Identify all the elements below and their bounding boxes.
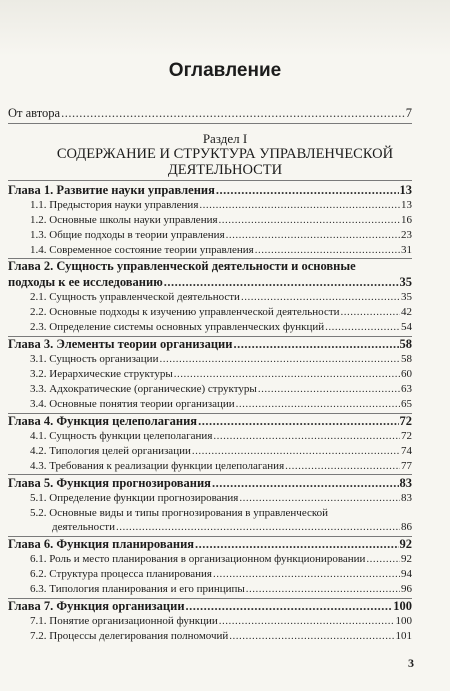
page-title: Оглавление [168, 60, 282, 81]
section-page: 42 [401, 306, 412, 318]
leader-dots [233, 337, 398, 352]
section-page: 96 [401, 583, 412, 595]
section-page: 63 [401, 383, 412, 395]
toc-section[interactable] [30, 321, 412, 333]
section-title: 6.1. Роль и место планирования в организационном функционировании [30, 553, 366, 565]
leader-dots [186, 599, 393, 614]
chapter-title: Глава 1. Развитие науки управления [8, 183, 215, 197]
toc-section[interactable] [30, 492, 412, 504]
toc-entry-author-note[interactable] [8, 106, 412, 121]
leader-dots [226, 229, 400, 241]
leader-dots [285, 460, 400, 472]
part-heading-line1: СОДЕРЖАНИЕ И СТРУКТУРА УПРАВЛЕНЧЕСКОЙ [56, 146, 394, 162]
section-page: 13 [401, 199, 412, 211]
leader-dots [116, 521, 400, 533]
toc-section[interactable] [30, 553, 412, 565]
chapter-title: Глава 5. Функция прогнозирования [8, 476, 211, 490]
section-page: 100 [395, 615, 412, 627]
chapter-page: 83 [399, 476, 412, 490]
section-title: 2.3. Определение системы основных управленческих функций [30, 321, 325, 333]
section-page: 74 [401, 445, 412, 457]
leader-dots [241, 291, 400, 303]
toc-section[interactable] [30, 615, 412, 627]
section-page: 58 [401, 353, 412, 365]
section-title: 3.1. Сущность организации [30, 353, 159, 365]
chapter-title: подходы к ее исследованию [8, 275, 163, 289]
toc-section[interactable] [30, 398, 412, 410]
leader-dots [246, 583, 400, 595]
leader-dots [219, 615, 395, 627]
section-title: 4.3. Требования к реализации функции целеполагания [30, 460, 285, 472]
section-page: 77 [401, 460, 412, 472]
part-heading-line2: ДЕЯТЕЛЬНОСТИ [167, 162, 283, 178]
toc-chapter-7[interactable] [8, 599, 412, 614]
toc-chapter-2[interactable] [8, 275, 412, 290]
section-title: 4.2. Типология целей организации [30, 445, 191, 457]
leader-dots [213, 430, 400, 442]
section-title: 1.1. Предыстория науки управления [30, 199, 199, 211]
leader-dots [236, 398, 400, 410]
leader-dots [212, 476, 399, 491]
divider [8, 123, 412, 124]
leader-dots [219, 214, 400, 226]
section-title: 2.2. Основные подходы к изучению управленческой деятельности [30, 306, 340, 318]
toc-section[interactable] [30, 383, 412, 395]
section-title: 4.1. Сущность функции целеполагания [30, 430, 213, 442]
toc-section[interactable] [30, 199, 412, 211]
leader-dots [195, 537, 398, 552]
toc-section[interactable] [30, 214, 412, 226]
section-page: 35 [401, 291, 412, 303]
section-title: 3.2. Иерархические структуры [30, 368, 173, 380]
toc-chapter-1[interactable] [8, 183, 412, 198]
toc-section[interactable] [30, 630, 412, 642]
entry-title: От автора [8, 106, 61, 120]
chapter-title: Глава 6. Функция планирования [8, 537, 195, 551]
toc-section[interactable] [30, 430, 412, 442]
leader-dots [213, 568, 400, 580]
section-title: 1.2. Основные школы науки управления [30, 214, 218, 226]
part-number: Раздел I [202, 131, 248, 146]
section-page: 60 [401, 368, 412, 380]
toc-section[interactable] [30, 460, 412, 472]
section-page: 16 [401, 214, 412, 226]
section-page: 23 [401, 229, 412, 241]
section-page: 86 [401, 521, 412, 533]
previous-page-bleed [0, 0, 450, 56]
toc-chapter-2-line1[interactable]: Глава 2. Сущность управленческой деятельности и основные [8, 259, 356, 273]
section-page: 72 [401, 430, 412, 442]
toc-section[interactable] [30, 306, 412, 318]
leader-dots [164, 275, 399, 290]
toc-section[interactable] [30, 568, 412, 580]
leader-dots [192, 445, 400, 457]
chapter-page: 100 [393, 599, 412, 613]
section-title: 7.1. Понятие организационной функции [30, 615, 218, 627]
section-page: 101 [395, 630, 412, 642]
divider [8, 474, 412, 475]
leader-dots [255, 244, 400, 256]
leader-dots [199, 199, 400, 211]
toc-chapter-5[interactable] [8, 476, 412, 491]
leader-dots [174, 368, 400, 380]
section-title: 1.4. Современное состояние теории управления [30, 244, 254, 256]
leader-dots [341, 306, 400, 318]
leader-dots [366, 553, 400, 565]
section-title: 6.2. Структура процесса планирования [30, 568, 212, 580]
chapter-page: 35 [399, 275, 412, 289]
section-title: 1.3. Общие подходы в теории управления [30, 229, 225, 241]
section-title: 2.1. Сущность управленческой деятельности [30, 291, 240, 303]
chapter-page: 58 [399, 337, 412, 351]
toc-chapter-6[interactable] [8, 537, 412, 552]
section-page: 92 [401, 553, 412, 565]
toc-section[interactable] [52, 521, 412, 533]
leader-dots [216, 183, 399, 198]
section-page: 54 [401, 321, 412, 333]
section-title: 7.2. Процессы делегирования полномочий [30, 630, 229, 642]
section-title: 5.1. Определение функции прогнозирования [30, 492, 239, 504]
section-page: 94 [401, 568, 412, 580]
section-title: деятельности [52, 521, 115, 533]
toc-section[interactable] [30, 583, 412, 595]
leader-dots [61, 106, 405, 121]
leader-dots [258, 383, 400, 395]
section-title: 3.4. Основные понятия теории организации [30, 398, 235, 410]
chapter-page: 13 [399, 183, 412, 197]
divider [8, 180, 412, 181]
leader-dots [239, 492, 400, 504]
section-title: 6.3. Типология планирования и его принципы [30, 583, 245, 595]
toc-section[interactable] [30, 291, 412, 303]
toc-section[interactable] [30, 368, 412, 380]
section-title: 3.3. Адхократические (органические) структуры [30, 383, 257, 395]
chapter-page: 72 [399, 414, 412, 428]
section-page: 83 [401, 492, 412, 504]
chapter-title: Глава 4. Функция целеполагания [8, 414, 198, 428]
chapter-title: Глава 7. Функция организации [8, 599, 185, 613]
toc-section-line1[interactable]: 5.2. Основные виды и типы прогнозирования в управленческой [30, 507, 329, 519]
leader-dots [325, 321, 400, 333]
toc-section[interactable] [30, 445, 412, 457]
chapter-page: 92 [399, 537, 412, 551]
leader-dots [229, 630, 394, 642]
toc-chapter-3[interactable] [8, 337, 412, 352]
section-page: 65 [401, 398, 412, 410]
toc-section[interactable] [30, 353, 412, 365]
toc-section[interactable] [30, 229, 412, 241]
section-page: 31 [401, 244, 412, 256]
chapter-title: Глава 3. Элементы теории организации [8, 337, 233, 351]
page-number: 3 [408, 656, 414, 670]
entry-page: 7 [405, 106, 412, 120]
leader-dots [159, 353, 400, 365]
leader-dots [198, 414, 398, 429]
toc-section[interactable] [30, 244, 412, 256]
toc-chapter-4[interactable] [8, 414, 412, 429]
